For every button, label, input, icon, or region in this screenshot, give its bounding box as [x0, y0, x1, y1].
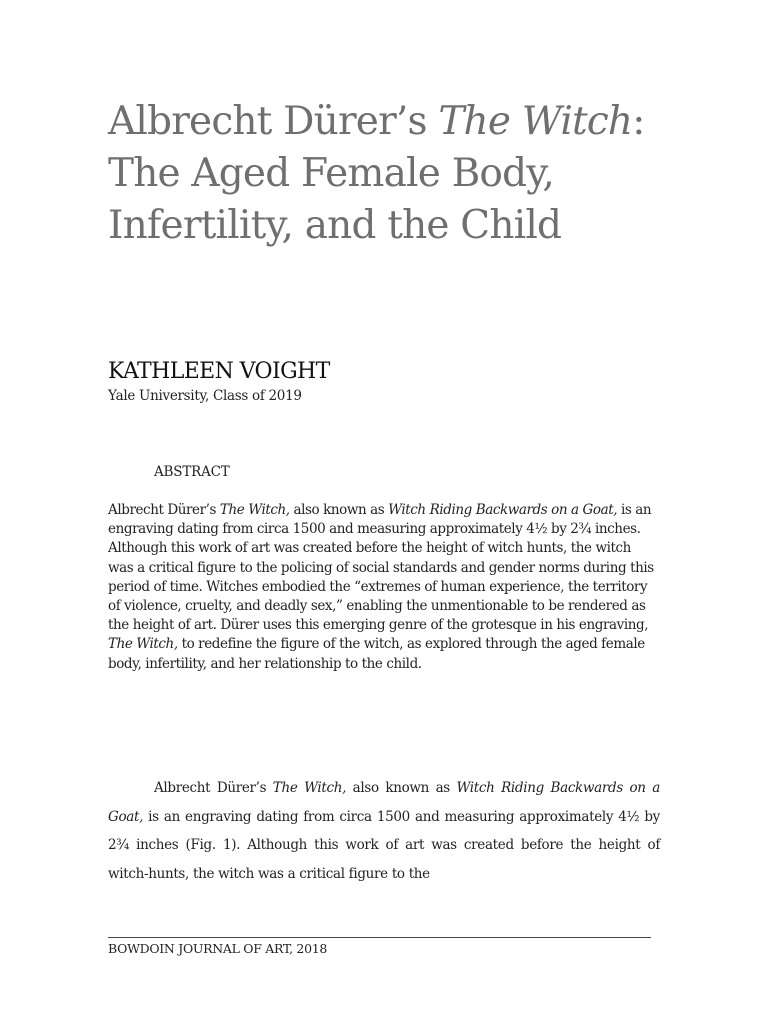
abstract-text-2: also known as: [289, 502, 389, 518]
abstract-italic-2: Witch Riding Backwards on a Goat,: [388, 502, 618, 518]
document-page: [108, 0, 660, 1024]
author-name: KATHLEEN VOIGHT: [108, 359, 330, 384]
abstract-text-3: is an engraving dating from circa 1500 and measuring approximately 4½ by 2¾ inches. Although this work of art was created before the height of witch hunts, the witch was a critical figure to the policing of social standards and gender norms during this period of time. Witches embodied the “extremes of human experience, the territory of violence, cruelty, and deadly sex,” enabling the unmentionable to be rendered as the height of art. Dürer uses this emerging genre of the grotesque in his engraving,: [108, 502, 654, 634]
body-text-1: Albrecht Dürer’s: [154, 780, 273, 796]
abstract-paragraph: [108, 501, 660, 674]
abstract-italic-3: The Witch,: [108, 636, 178, 653]
footer-divider: [108, 937, 651, 938]
body-text-2: also known as: [346, 780, 457, 796]
body-italic-1: The Witch,: [272, 780, 347, 796]
title-italic-work: The Witch: [438, 99, 633, 144]
title-text-start: Albrecht Dürer’s: [108, 99, 439, 144]
journal-footer: BOWDOIN JOURNAL OF ART, 2018: [108, 941, 328, 956]
body-text-3: is an engraving dating from circa 1500 and measuring approximately 4½ by 2¾ inches (Fig. 1). Although this work of art was created before the height of witch-hunts, the witch was a critical figure to the: [108, 808, 660, 882]
abstract-text-4: to redefine the figure of the witch, as explored through the aged female body, infertility, and her relationship to the child.: [108, 636, 645, 672]
body-paragraph: [108, 774, 660, 888]
abstract-text-1: Albrecht Dürer’s: [108, 502, 220, 518]
author-affiliation: Yale University, Class of 2019: [108, 388, 302, 404]
body-italic-2: Witch Riding Backwards on a Goat,: [108, 780, 660, 825]
title-text-end: : The Aged Female Body, Infertility, and the Child: [108, 99, 645, 248]
abstract-italic-1: The Witch,: [219, 502, 290, 518]
abstract-heading: ABSTRACT: [154, 464, 230, 480]
article-title: [108, 96, 660, 252]
